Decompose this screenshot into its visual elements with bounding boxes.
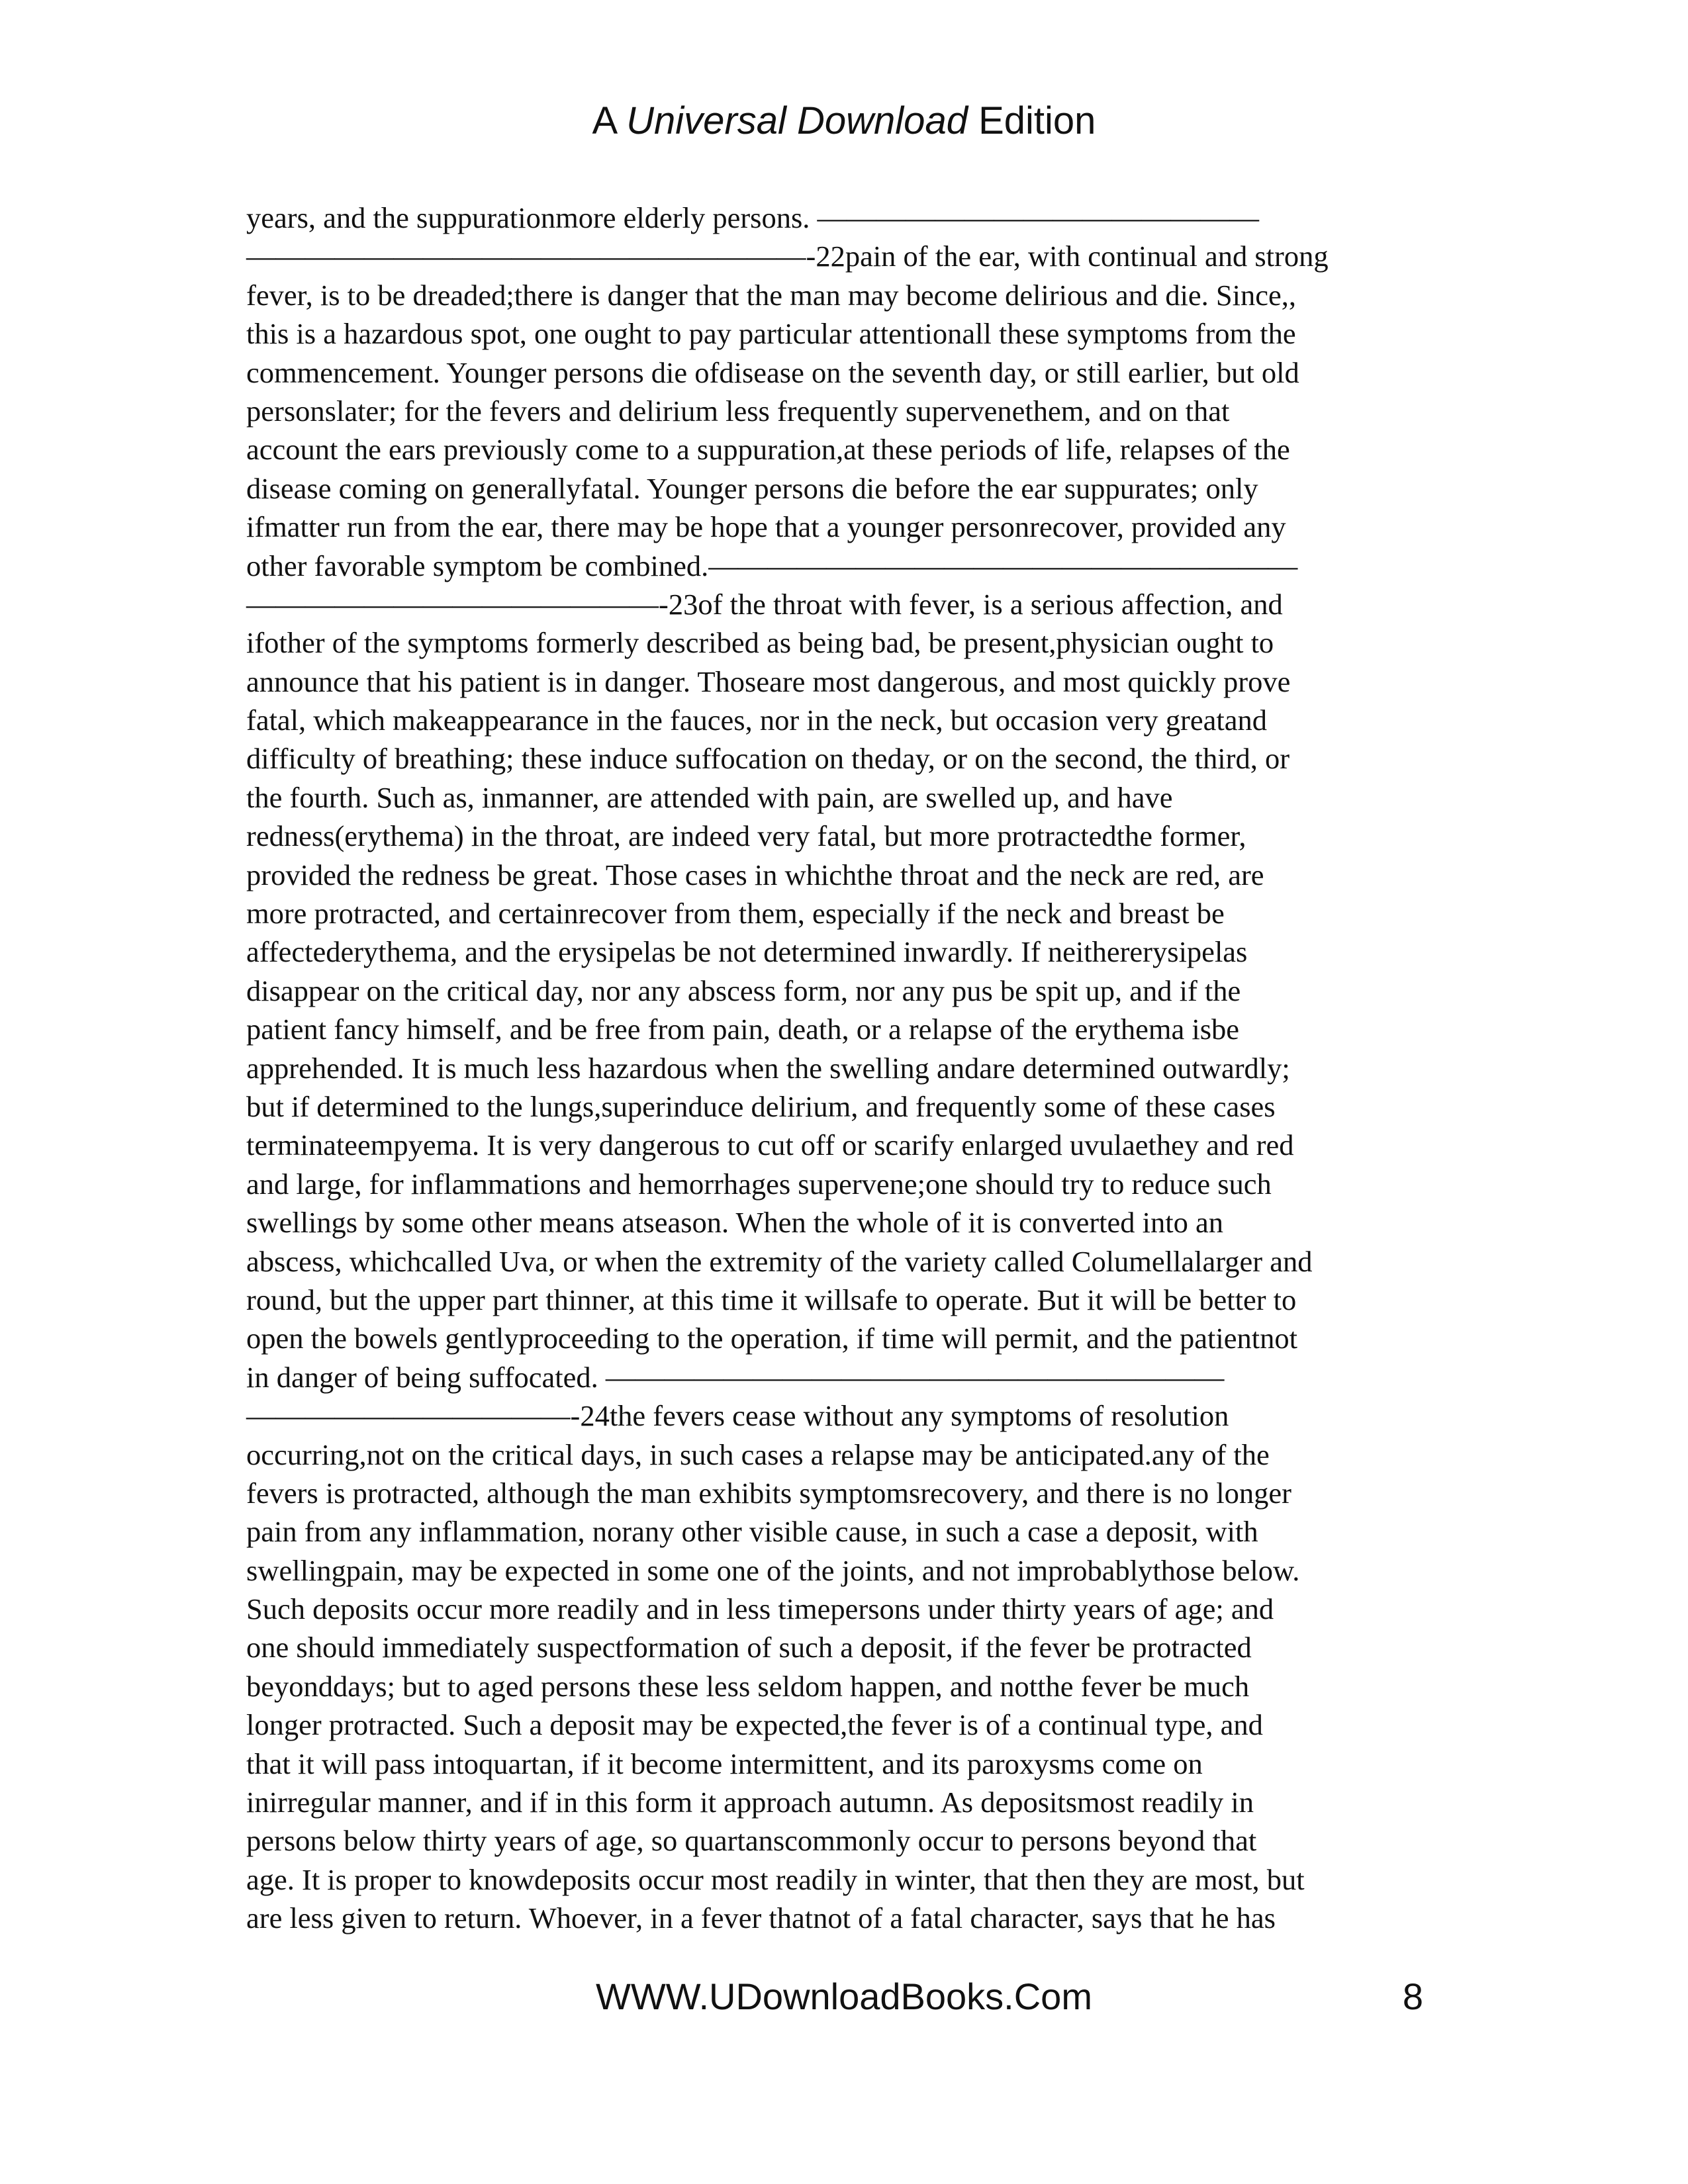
text-line: persons below thirty years of age, so quartanscommonly occur to persons beyond that <box>246 1824 1257 1858</box>
text-line: affectederythema, and the erysipelas be not determined inwardly. If neithererysipelas <box>246 935 1248 969</box>
text-line: fevers is protracted, although the man exhibits symptomsrecovery, and there is no longer <box>246 1476 1291 1510</box>
text-line: occurring,not on the critical days, in such cases a relapse may be anticipated.any of the <box>246 1437 1270 1471</box>
body-text <box>246 199 1438 1938</box>
text-line: fever, is to be dreaded;there is danger that the man may become delirious and die. Since,, <box>246 278 1297 312</box>
text-line: provided the redness be great. Those cases in whichthe throat and the neck are red, are <box>246 858 1264 891</box>
header-suffix: Edition <box>967 99 1096 142</box>
text-line: patient fancy himself, and be free from pain, death, or a relapse of the erythema isbe <box>246 1013 1240 1046</box>
text-line: beyonddays; but to aged persons these less seldom happen, and notthe fever be much <box>246 1669 1250 1703</box>
text-line: open the bowels gentlyproceeding to the operation, if time will permit, and the patientnot <box>246 1322 1297 1355</box>
text-line: other favorable symptom be combined.———————————————————— <box>246 549 1298 582</box>
text-line: longer protracted. Such a deposit may be expected,the fever is of a continual type, and <box>246 1708 1263 1742</box>
text-line: age. It is proper to knowdeposits occur most readily in winter, that then they are most, but <box>246 1862 1305 1896</box>
text-line: Such deposits occur more readily and in less timepersons under thirty years of age; and <box>246 1592 1274 1626</box>
text-line: disease coming on generallyfatal. Younger persons die before the ear suppurates; only <box>246 471 1258 505</box>
text-line: but if determined to the lungs,superinduce delirium, and frequently some of these cases <box>246 1089 1276 1123</box>
text-line: abscess, whichcalled Uva, or when the extremity of the variety called Columellalarger and <box>246 1244 1313 1278</box>
text-line: years, and the suppurationmore elderly persons. ——————————————— <box>246 201 1260 234</box>
text-line: and large, for inflammations and hemorrhages supervene;one should try to reduce such <box>246 1167 1272 1201</box>
text-line: swellingpain, may be expected in some one of the joints, and not improbablythose below. <box>246 1553 1300 1587</box>
text-line: inirregular manner, and if in this form it approach autumn. As depositsmost readily in <box>246 1786 1254 1819</box>
text-line: are less given to return. Whoever, in a fever thatnot of a fatal character, says that he has <box>246 1901 1276 1935</box>
text-line: swellings by some other means atseason. When the whole of it is converted into an <box>246 1206 1223 1240</box>
text-line: more protracted, and certainrecover from them, especially if the neck and breast be <box>246 897 1225 931</box>
text-line: the fourth. Such as, inmanner, are attended with pain, are swelled up, and have <box>246 780 1173 814</box>
text-line: pain from any inflammation, norany other visible cause, in such a case a deposit, with <box>246 1515 1258 1549</box>
text-line: that it will pass intoquartan, if it become intermittent, and its paroxysms come on <box>246 1747 1203 1780</box>
text-line: announce that his patient is in danger. Thoseare most dangerous, and most quickly prove <box>246 664 1291 698</box>
text-line: fatal, which makeappearance in the fauces, nor in the neck, but occasion very greatand <box>246 704 1267 737</box>
text-line: ifother of the symptoms formerly described as being bad, be present,physician ought to <box>246 626 1274 660</box>
page-header <box>0 98 1688 144</box>
text-line: difficulty of breathing; these induce suffocation on theday, or on the second, the third, or <box>246 742 1290 776</box>
footer-url: WWW.UDownloadBooks.Com <box>596 1976 1092 2017</box>
text-line: disappear on the critical day, nor any abscess form, nor any pus be spit up, and if the <box>246 974 1241 1007</box>
text-line: apprehended. It is much less hazardous when the swelling andare determined outwardly; <box>246 1051 1290 1085</box>
text-line: in danger of being suffocated. ————————————————————— <box>246 1360 1225 1394</box>
text-line: this is a hazardous spot, one ought to pay particular attentionall these symptoms from the <box>246 317 1296 351</box>
text-line: account the ears previously come to a suppuration,at these periods of life, relapses of the <box>246 433 1290 467</box>
header-brand: Universal Download <box>626 99 968 142</box>
text-line: personslater; for the fevers and delirium less frequently supervenethem, and on that <box>246 394 1230 428</box>
text-line: ifmatter run from the ear, there may be hope that a younger personrecover, provided any <box>246 510 1286 544</box>
header-prefix: A <box>592 99 627 142</box>
text-line: redness(erythema) in the throat, are indeed very fatal, but more protractedthe former, <box>246 819 1246 853</box>
text-line: ——————————————-23of the throat with fever, is a serious affection, and <box>246 587 1283 621</box>
text-line: round, but the upper part thinner, at this time it willsafe to operate. But it will be better to <box>246 1283 1297 1316</box>
text-line: one should immediately suspectformation of such a deposit, if the fever be protracted <box>246 1631 1252 1664</box>
text-line: ———————————-24the fevers cease without any symptoms of resolution <box>246 1399 1229 1433</box>
text-line: commencement. Younger persons die ofdisease on the seventh day, or still earlier, but old <box>246 355 1299 389</box>
text-line: terminateempyema. It is very dangerous to cut off or scarify enlarged uvulaethey and red <box>246 1128 1294 1162</box>
text-line: ———————————————————-22pain of the ear, with continual and strong <box>246 240 1329 273</box>
page-number: 8 <box>1402 1976 1423 2017</box>
